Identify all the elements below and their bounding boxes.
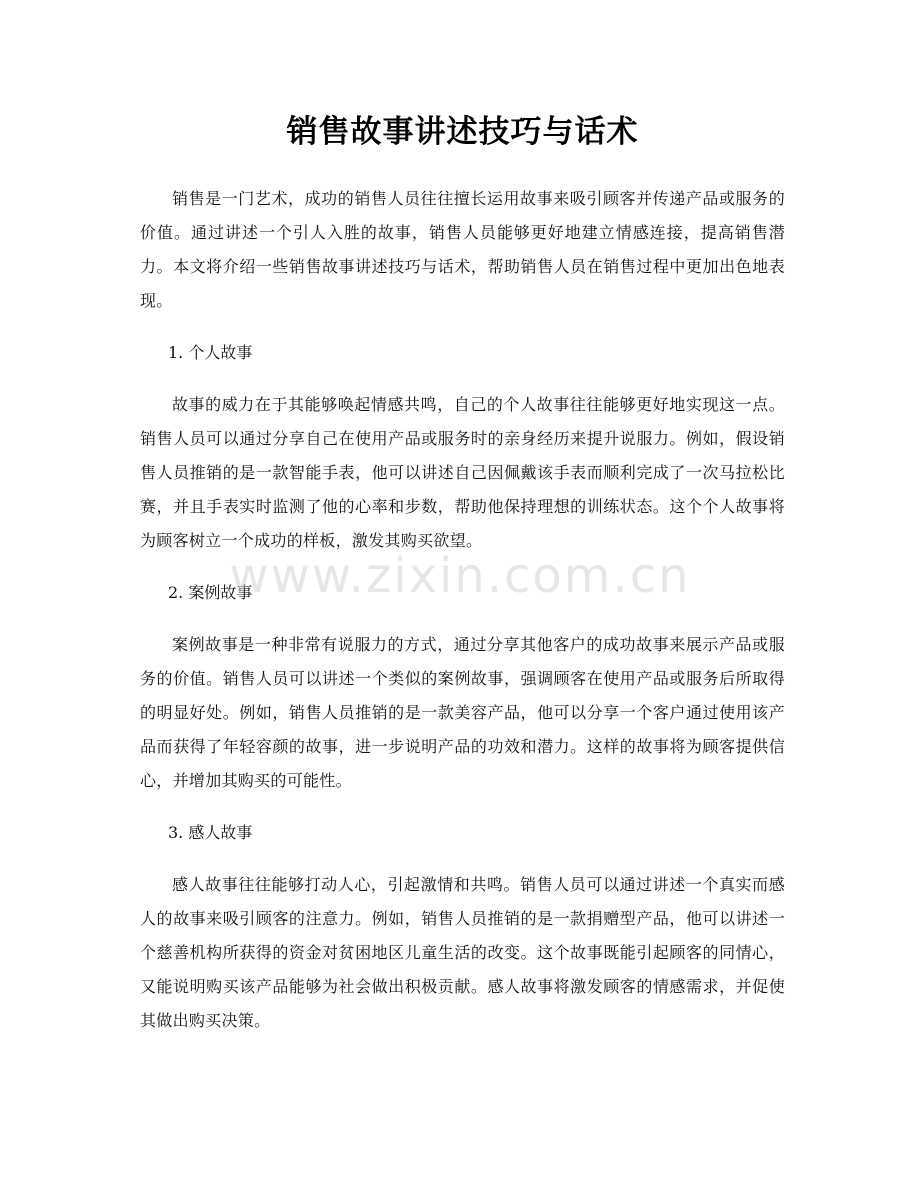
section-heading-personal-story: 1. 个人故事	[168, 343, 253, 362]
section-body-case-story: 案例故事是一种非常有说服力的方式，通过分享其他客户的成功故事来展示产品或服务的价值。销售人员可以讲述一个类似的案例故事，强调顾客在使用产品或服务后所取得的明显好处。例如，销售人员推销的是一款美容产品，他可以分享一个客户通过使用该产品而获得了年轻容颜的故事，进一步说明产品的功效和潜力。这样的故事将为顾客提供信心，并增加其购买的可能性。	[140, 635, 785, 790]
document-title: 销售故事讲述技巧与话术	[286, 114, 639, 150]
watermark: www.zixin.com.cn	[229, 548, 691, 604]
section-body-touching-story: 感人故事往往能够打动人心，引起激情和共鸣。销售人员可以通过讲述一个真实而感人的故事来吸引顾客的注意力。例如，销售人员推销的是一款捐赠型产品，他可以讲述一个慈善机构所获得的资金对贫困地区儿童生活的改变。这个故事既能引起顾客的同情心，又能说明购买该产品能够为社会做出积极贡献。感人故事将激发顾客的情感需求，并促使其做出购买决策。	[140, 875, 785, 1030]
intro-paragraph: 销售是一门艺术，成功的销售人员往往擅长运用故事来吸引顾客并传递产品或服务的价值。通过讲述一个引人入胜的故事，销售人员能够更好地建立情感连接，提高销售潜力。本文将介绍一些销售故事讲述技巧与话术，帮助销售人员在销售过程中更加出色地表现。	[140, 189, 785, 310]
section-body-personal-story: 故事的威力在于其能够唤起情感共鸣，自己的个人故事往往能够更好地实现这一点。销售人员可以通过分享自己在使用产品或服务时的亲身经历来提升说服力。例如，假设销售人员推销的是一款智能手表，他可以讲述自己因佩戴该手表而顺利完成了一次马拉松比赛，并且手表实时监测了他的心率和步数，帮助他保持理想的训练状态。这个个人故事将为顾客树立一个成功的样板，激发其购买欲望。	[140, 395, 785, 550]
section-heading-touching-story: 3. 感人故事	[168, 823, 253, 842]
section-heading-case-story: 2. 案例故事	[168, 583, 253, 602]
